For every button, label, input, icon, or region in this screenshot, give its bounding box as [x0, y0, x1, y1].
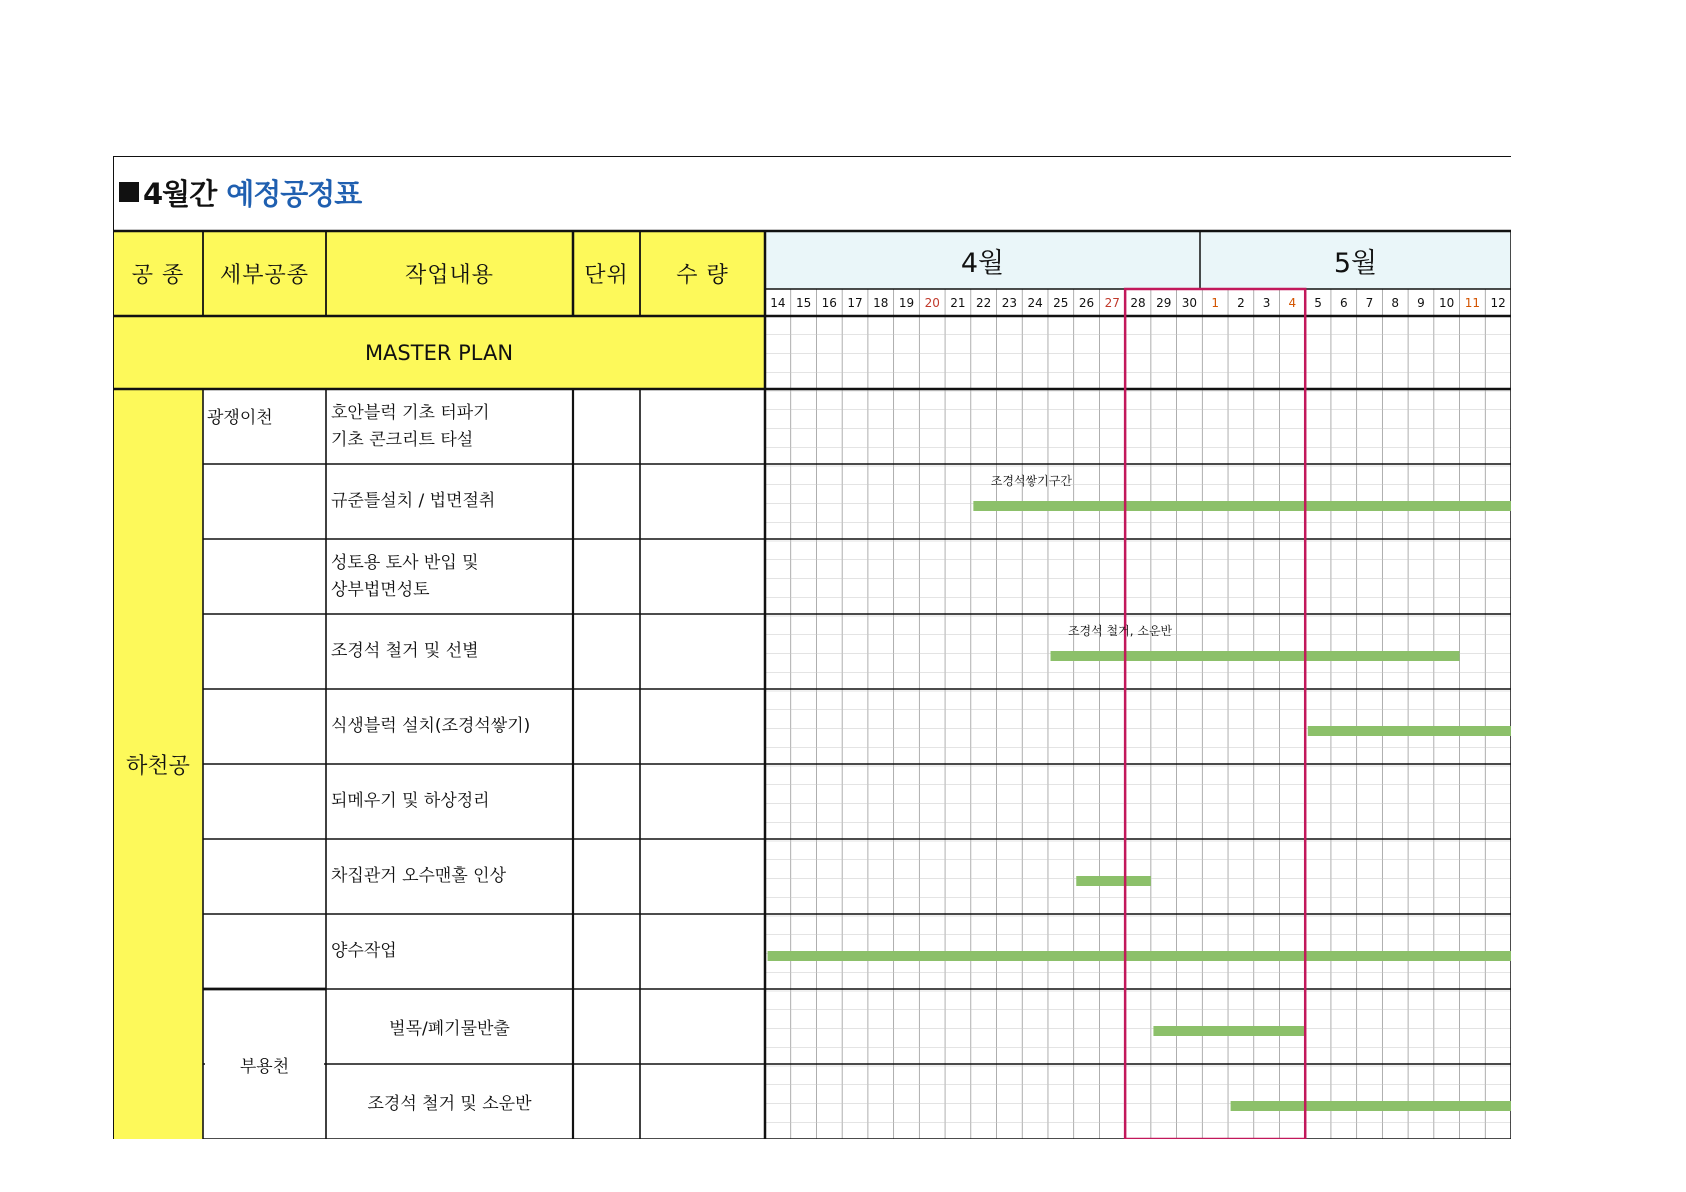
day-label: 15: [795, 295, 812, 310]
master-plan-label: MASTER PLAN: [364, 340, 514, 365]
gantt-bar: [1308, 726, 1511, 736]
day-label: 12: [1490, 295, 1506, 310]
task-label: 차집관거 오수맨홀 인상: [331, 866, 507, 886]
title-prefix: 4월간: [143, 176, 217, 211]
current-period-highlight: [1125, 289, 1305, 1139]
header-category: 공 종: [131, 263, 185, 288]
page-title: [119, 170, 361, 214]
day-label: 6: [1339, 295, 1348, 310]
gantt-bar-label: 조경석쌓기구간: [990, 474, 1072, 488]
task-label: 되메우기 및 하상정리: [331, 791, 490, 811]
task-label: 양수작업: [331, 941, 397, 961]
header-quantity: 수 량: [676, 263, 729, 288]
month-april: 4월: [960, 247, 1005, 279]
task-label: 성토용 토사 반입 및 상부법면성토: [331, 552, 479, 600]
day-label: 27: [1104, 295, 1120, 310]
day-label: 18: [873, 295, 889, 310]
task-label: 규준틀설치 / 법면절취: [331, 491, 496, 511]
category-river-works: 하천공: [126, 753, 190, 779]
sub-category-label: 광쟁이천: [207, 408, 273, 429]
day-label: 25: [1053, 295, 1069, 310]
day-label: 23: [1001, 295, 1018, 310]
day-label: 26: [1078, 295, 1095, 310]
day-label: 2: [1237, 295, 1245, 310]
gantt-bar: [1076, 876, 1151, 886]
day-label: 14: [770, 295, 786, 310]
day-label: 29: [1156, 295, 1172, 310]
day-label: 20: [924, 295, 940, 310]
task-label: 벌목/폐기물반출: [389, 1019, 510, 1039]
day-label: 3: [1262, 295, 1271, 310]
gantt-bar-label: 조경석 철거, 소운반: [1067, 624, 1173, 638]
header-sub-category: 세부공종: [219, 263, 309, 288]
task-label: 호안블럭 기초 터파기 기초 콘크리트 타설: [331, 402, 490, 450]
day-label: 24: [1027, 295, 1043, 310]
day-label: 30: [1181, 295, 1198, 310]
sub-category-label: 부용천: [239, 1056, 290, 1077]
day-label: 5: [1314, 295, 1322, 310]
title-highlight: 예정공정표: [226, 176, 362, 211]
day-label: 28: [1130, 295, 1146, 310]
gantt-bar: [1231, 1101, 1511, 1111]
day-label: 19: [898, 295, 915, 310]
day-label: 9: [1417, 295, 1425, 310]
task-label: 조경석 철거 및 소운반: [367, 1094, 532, 1114]
day-label: 21: [950, 295, 966, 310]
gantt-bar: [768, 951, 1511, 961]
header-unit: 단위: [584, 263, 629, 288]
day-label: 8: [1391, 295, 1400, 310]
header-task: 작업내용: [404, 263, 494, 288]
day-label: 22: [976, 295, 992, 310]
day-label: 4: [1288, 295, 1297, 310]
day-label: 10: [1439, 295, 1455, 310]
day-label: 11: [1464, 295, 1481, 310]
task-label: 식생블럭 설치(조경석쌓기): [331, 716, 531, 736]
day-label: 1: [1211, 295, 1219, 310]
task-label: 조경석 철거 및 선별: [331, 641, 479, 661]
day-label: 7: [1365, 295, 1374, 310]
gantt-bar: [973, 501, 1511, 511]
gantt-bar: [1051, 651, 1460, 661]
month-may: 5월: [1333, 247, 1378, 279]
day-label: 17: [847, 295, 863, 310]
gantt-bar: [1153, 1026, 1305, 1036]
day-label: 16: [821, 295, 837, 310]
schedule-sheet: [113, 156, 1511, 1139]
black-square-icon: [119, 182, 139, 202]
